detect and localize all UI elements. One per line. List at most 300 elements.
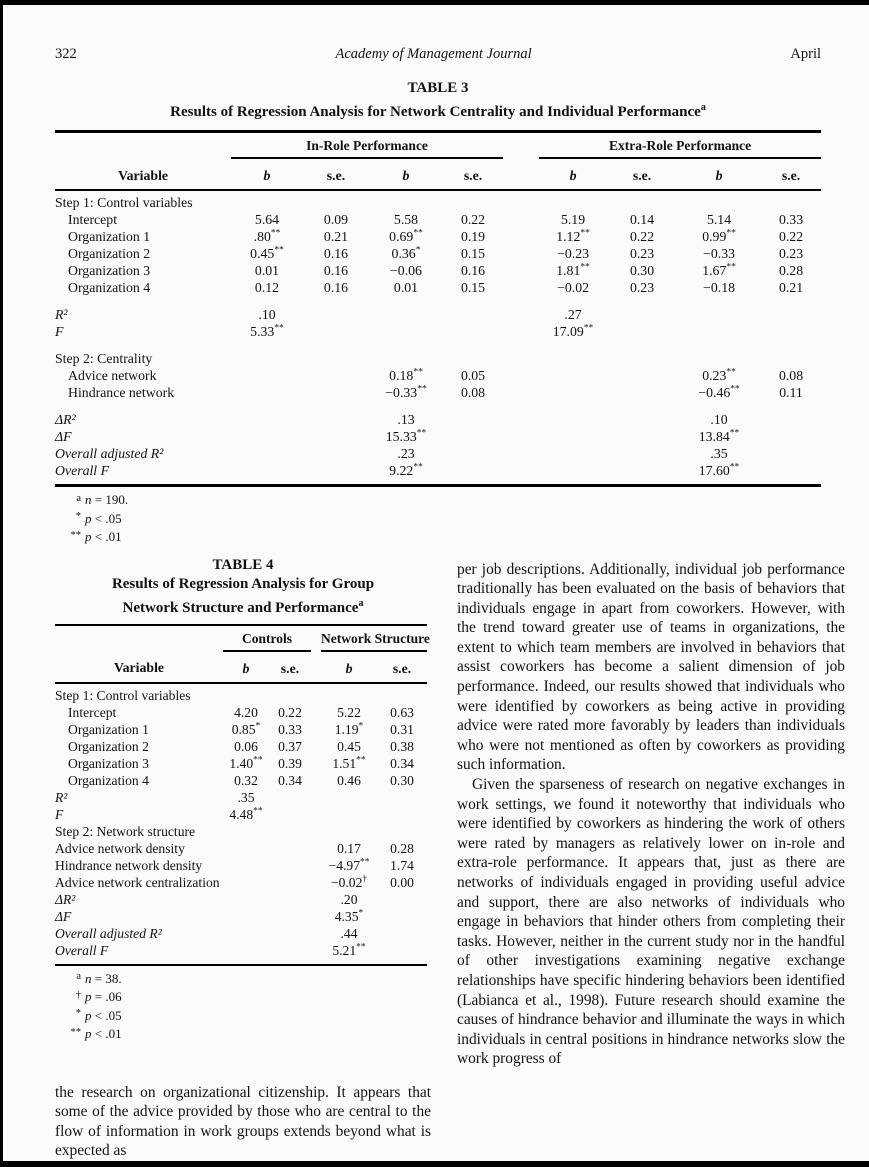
row-label: Hindrance network <box>68 385 175 400</box>
value-cell <box>443 297 503 307</box>
table-data-row <box>55 385 821 402</box>
value-cell <box>443 412 503 429</box>
table-data-row <box>55 738 427 755</box>
left-column-paragraph: the research on organizational citizenship. It appears that some of the advice provided by those who are central to the flow of information in work groups extends beyond what is expected as <box>55 1083 431 1160</box>
value-cell: .44 <box>340 925 358 941</box>
footnote: ** p < .01 <box>55 529 821 548</box>
value-cell <box>231 190 303 212</box>
value-cell <box>269 874 311 891</box>
value-cell: 5.64 <box>254 212 280 227</box>
column-gap <box>311 925 321 942</box>
value-cell: .35 <box>710 446 728 461</box>
value-cell <box>761 463 821 486</box>
value-cell <box>443 429 503 446</box>
right-column-paragraph-1: per job descriptions. Additionally, individual job performance traditionally has been evaluated on the basis of behaviors that individuals engage in apart from coworkers. However, with the trend toward greater use of teams in organizations, the extent to which team members are involved in behaviors that assist coworkers has become a salient dimension of job performance. Indeed, our results showed that individuals who were identified by coworkers as being active in providing advice were rated more favorably by leaders than individuals who were not mentioned as often by coworkers as providing such information. <box>457 560 845 774</box>
value-cell <box>303 341 369 351</box>
value-cell: 0.28 <box>778 263 804 278</box>
scan-edge-left <box>0 0 3 1167</box>
value-cell <box>539 297 607 307</box>
value-cell: 1.40** <box>229 754 263 771</box>
table4-group-header-row <box>55 625 427 651</box>
table-data-row <box>55 446 821 463</box>
value-cell <box>443 324 503 341</box>
right-column <box>457 556 845 1161</box>
two-column-area <box>55 556 845 1161</box>
value-cell <box>443 341 503 351</box>
value-cell <box>269 942 311 965</box>
value-cell <box>607 429 677 446</box>
value-cell: 0.06 <box>234 738 258 754</box>
value-cell <box>539 351 607 368</box>
value-cell <box>303 385 369 402</box>
value-cell: 0.34 <box>278 772 302 788</box>
table-section-row <box>55 351 821 368</box>
value-cell: 0.39 <box>278 755 302 771</box>
row-label: Overall adjusted R² <box>55 925 162 941</box>
table-data-row <box>55 857 427 874</box>
column-gap <box>503 190 539 212</box>
value-cell <box>269 683 311 705</box>
value-cell: 0.45 <box>337 738 361 754</box>
value-cell <box>231 412 303 429</box>
value-cell <box>369 190 443 212</box>
column-header-se: s.e. <box>443 158 503 190</box>
row-label: Overall F <box>55 463 110 478</box>
row-label: F <box>55 324 64 339</box>
value-cell: 17.60** <box>698 462 740 478</box>
value-cell: 0.63 <box>390 704 414 720</box>
value-cell: 0.30 <box>390 772 414 788</box>
column-gap <box>503 229 539 246</box>
value-cell: 4.35* <box>334 907 364 924</box>
issue-month: April <box>790 46 821 62</box>
value-cell: 4.20 <box>234 704 258 720</box>
table3 <box>55 130 821 487</box>
value-cell <box>607 368 677 385</box>
column-gap <box>311 823 321 840</box>
value-cell: 17.09** <box>552 323 594 339</box>
value-cell: 0.18** <box>389 367 423 383</box>
value-cell: 0.23 <box>629 246 655 261</box>
footnote: a n = 38. <box>55 971 431 990</box>
column-header-variable: Variable <box>55 158 231 190</box>
column-gap <box>311 755 321 772</box>
value-cell <box>303 446 369 463</box>
table-data-row <box>55 429 821 446</box>
value-cell: 0.16 <box>323 246 349 261</box>
value-cell: 0.16 <box>460 263 486 278</box>
column-gap <box>503 307 539 324</box>
column-header-b: b <box>321 651 377 683</box>
table-data-row <box>55 721 427 738</box>
value-cell: 4.48** <box>229 805 263 822</box>
value-cell <box>377 942 427 965</box>
column-gap <box>503 463 539 486</box>
value-cell <box>761 412 821 429</box>
value-cell <box>607 297 677 307</box>
row-label: ΔF <box>55 908 72 924</box>
table-data-row <box>55 412 821 429</box>
table4-title-note: a <box>358 597 364 609</box>
value-cell <box>377 925 427 942</box>
column-gap <box>311 704 321 721</box>
value-cell <box>269 806 311 823</box>
value-cell <box>231 297 303 307</box>
value-cell: 5.58 <box>393 212 419 227</box>
value-cell <box>607 190 677 212</box>
group-header-extra-role: Extra-Role Performance <box>539 132 821 159</box>
value-cell <box>761 351 821 368</box>
column-gap <box>503 158 539 190</box>
value-cell <box>377 789 427 806</box>
table4-heading <box>55 556 431 618</box>
column-gap <box>503 429 539 446</box>
table3-title <box>55 98 821 122</box>
value-cell: 0.19 <box>460 229 486 244</box>
value-cell <box>269 908 311 925</box>
value-cell <box>303 463 369 486</box>
value-cell: 9.22** <box>389 462 423 478</box>
value-cell: 5.22 <box>337 704 361 720</box>
table4-title-line2: Network Structure and Performance <box>122 599 359 616</box>
table-spacer-row <box>55 297 821 307</box>
table-data-row <box>55 891 427 908</box>
column-header-b: b <box>231 158 303 190</box>
footnote-marker: a <box>76 492 81 504</box>
column-header-b: b <box>539 158 607 190</box>
table-data-row <box>55 246 821 263</box>
value-cell: 0.00 <box>390 874 414 890</box>
table3-heading <box>55 79 821 122</box>
value-cell <box>269 789 311 806</box>
value-cell <box>321 823 377 840</box>
value-cell: 0.01 <box>254 263 280 278</box>
value-cell <box>607 351 677 368</box>
table-data-row <box>55 840 427 857</box>
table-section-row <box>55 823 427 840</box>
column-gap <box>503 368 539 385</box>
row-label: Advice network <box>68 368 157 383</box>
column-gap <box>311 772 321 789</box>
column-gap <box>311 942 321 965</box>
value-cell <box>607 341 677 351</box>
value-cell <box>761 297 821 307</box>
value-cell <box>223 840 269 857</box>
value-cell <box>539 402 607 412</box>
table-data-row <box>55 704 427 721</box>
table3-title-note: a <box>700 102 706 113</box>
value-cell <box>223 683 269 705</box>
value-cell: 5.14 <box>706 212 732 227</box>
value-cell: 0.85* <box>231 720 261 737</box>
table-data-row <box>55 874 427 891</box>
row-label: Intercept <box>68 704 117 720</box>
table-data-row <box>55 463 821 486</box>
value-cell <box>443 351 503 368</box>
row-label: Overall adjusted R² <box>55 446 164 461</box>
value-cell: 0.99** <box>702 228 736 244</box>
column-gap <box>503 263 539 280</box>
row-label: Step 2: Network structure <box>55 823 196 839</box>
value-cell: 0.16 <box>323 263 349 278</box>
column-header-variable: Variable <box>55 651 223 683</box>
value-cell <box>761 324 821 341</box>
column-gap <box>503 446 539 463</box>
value-cell: 0.46 <box>337 772 361 788</box>
group-header-network-structure: Network Structure <box>321 625 427 651</box>
row-label <box>55 402 231 412</box>
value-cell <box>303 307 369 324</box>
value-cell <box>231 429 303 446</box>
value-cell: 0.05 <box>460 368 486 383</box>
value-cell: 0.33 <box>778 212 804 227</box>
value-cell: 0.22 <box>629 229 655 244</box>
column-gap <box>311 683 321 705</box>
footnote-marker: ** <box>70 1026 81 1038</box>
value-cell: 0.22 <box>778 229 804 244</box>
column-gap <box>311 857 321 874</box>
scan-edge-top <box>0 0 869 5</box>
row-label: F <box>55 806 64 822</box>
row-label: Organization 4 <box>68 772 149 788</box>
value-cell <box>539 368 607 385</box>
value-cell <box>607 385 677 402</box>
value-cell: .10 <box>258 307 276 322</box>
group-header-in-role: In-Role Performance <box>231 132 503 159</box>
value-cell <box>369 351 443 368</box>
table3-footnotes <box>55 492 821 548</box>
value-cell <box>231 341 303 351</box>
value-cell <box>377 806 427 823</box>
value-cell <box>223 942 269 965</box>
row-label <box>55 341 231 351</box>
value-cell <box>539 385 607 402</box>
value-cell <box>303 351 369 368</box>
value-cell <box>303 429 369 446</box>
value-cell <box>539 341 607 351</box>
value-cell <box>269 891 311 908</box>
table3-title-text: Results of Regression Analysis for Network Centrality and Individual Performance <box>170 104 701 120</box>
value-cell <box>607 307 677 324</box>
page-number: 322 <box>55 46 77 62</box>
column-gap <box>503 132 539 159</box>
value-cell: 0.14 <box>629 212 655 227</box>
table-spacer-row <box>55 402 821 412</box>
value-cell: 0.22 <box>278 704 302 720</box>
value-cell: 0.22 <box>460 212 486 227</box>
value-cell: 1.67** <box>702 262 736 278</box>
table-data-row <box>55 307 821 324</box>
value-cell <box>607 402 677 412</box>
right-column-paragraph-2: Given the sparseness of research on negative exchanges in work settings, we found it noteworthy that individuals who were identified by coworkers as hindering the work of others were rated by managers as relatively lower on in-role and extra-role performance. It appears that, just as there are networks of individuals engaged in providing useful advice and support, there are also networks of individuals who engage in behaviors that hinder others from completing their tasks. However, neither in the current study nor in the handful of other investigations examining negative exchange relationships have specific hindering behaviors been identified (Labianca et al., 1998). Future research should examine the causes of hindrance behavior and illuminate the ways in which individuals in central positions in hindrance networks slow the work progress of <box>457 776 845 1068</box>
value-cell: 0.28 <box>390 840 414 856</box>
value-cell <box>607 446 677 463</box>
value-cell <box>303 368 369 385</box>
value-cell <box>677 324 761 341</box>
column-header-se: s.e. <box>607 158 677 190</box>
value-cell <box>677 190 761 212</box>
table3-column-header-row <box>55 158 821 190</box>
value-cell <box>443 446 503 463</box>
value-cell: 0.34 <box>390 755 414 771</box>
table-data-row <box>55 229 821 246</box>
column-gap <box>311 891 321 908</box>
table4-title-line1: Results of Regression Analysis for Group <box>111 575 375 592</box>
footnote: * p < .05 <box>55 511 821 530</box>
column-gap <box>503 412 539 429</box>
value-cell <box>231 368 303 385</box>
column-gap <box>311 625 321 651</box>
table-data-row <box>55 212 821 229</box>
row-label: Organization 2 <box>68 738 149 754</box>
value-cell <box>321 683 377 705</box>
row-label: ΔR² <box>55 412 76 427</box>
value-cell: 0.69** <box>389 228 423 244</box>
row-label: Step 2: Centrality <box>55 351 153 366</box>
value-cell: 1.74 <box>390 857 414 873</box>
empty-cell <box>55 625 223 651</box>
value-cell: 0.11 <box>779 385 803 400</box>
value-cell: .13 <box>397 412 415 427</box>
table3-label: TABLE 3 <box>407 80 469 96</box>
column-gap <box>311 908 321 925</box>
value-cell: −0.18 <box>703 280 735 295</box>
value-cell <box>443 463 503 486</box>
footnote-marker: ** <box>70 529 81 541</box>
value-cell <box>369 297 443 307</box>
value-cell <box>231 463 303 486</box>
value-cell <box>443 190 503 212</box>
value-cell <box>223 891 269 908</box>
table-data-row <box>55 280 821 297</box>
value-cell: 0.33 <box>278 721 302 737</box>
row-label: Organization 1 <box>68 229 151 244</box>
column-header-b: b <box>677 158 761 190</box>
value-cell: 0.23 <box>629 280 655 295</box>
value-cell: −0.33** <box>385 384 427 400</box>
value-cell <box>377 683 427 705</box>
column-gap <box>503 402 539 412</box>
value-cell <box>303 324 369 341</box>
value-cell: 0.21 <box>323 229 349 244</box>
value-cell <box>231 446 303 463</box>
row-label: Organization 4 <box>68 280 151 295</box>
table-data-row <box>55 925 427 942</box>
footnote-marker: a <box>76 971 81 982</box>
value-cell <box>223 823 269 840</box>
table-data-row <box>55 368 821 385</box>
column-header-se: s.e. <box>269 651 311 683</box>
value-cell <box>377 891 427 908</box>
value-cell: 5.21** <box>332 941 366 958</box>
value-cell: .10 <box>710 412 728 427</box>
row-label: R² <box>55 307 68 322</box>
value-cell <box>303 297 369 307</box>
row-label: Step 1: Control variables <box>55 195 193 210</box>
value-cell: −0.02† <box>330 873 368 890</box>
value-cell: 0.15 <box>460 280 486 295</box>
footnote-marker: † <box>75 989 81 1001</box>
row-label: Organization 3 <box>68 263 151 278</box>
column-gap <box>503 324 539 341</box>
value-cell: .23 <box>397 446 415 461</box>
left-column <box>55 556 431 1161</box>
value-cell <box>231 385 303 402</box>
value-cell <box>539 412 607 429</box>
footnote-marker: * <box>75 511 81 522</box>
table3-section <box>55 79 821 548</box>
footnote: † p = .06 <box>55 989 431 1008</box>
value-cell <box>761 429 821 446</box>
value-cell: .80** <box>253 228 281 244</box>
value-cell: 0.45** <box>250 245 284 261</box>
row-label: Organization 3 <box>68 755 149 771</box>
value-cell <box>539 429 607 446</box>
value-cell: 0.17 <box>337 840 361 856</box>
value-cell: 0.16 <box>323 280 349 295</box>
value-cell <box>269 857 311 874</box>
value-cell <box>269 840 311 857</box>
value-cell <box>677 297 761 307</box>
value-cell <box>321 789 377 806</box>
table-data-row <box>55 908 427 925</box>
value-cell <box>761 446 821 463</box>
value-cell: .27 <box>564 307 582 322</box>
value-cell <box>369 324 443 341</box>
row-label: Advice network density <box>55 840 185 856</box>
value-cell: 0.12 <box>254 280 280 295</box>
value-cell <box>677 351 761 368</box>
row-label: Step 1: Control variables <box>55 687 191 703</box>
footnote: ** p < .01 <box>55 1026 431 1045</box>
value-cell <box>223 925 269 942</box>
value-cell: 0.30 <box>629 263 655 278</box>
value-cell <box>223 908 269 925</box>
table4 <box>55 624 430 966</box>
table4-footnotes <box>55 971 431 1045</box>
value-cell: 1.81** <box>556 262 590 278</box>
value-cell <box>369 402 443 412</box>
value-cell: −0.02 <box>557 280 589 295</box>
value-cell: −0.46** <box>698 384 740 400</box>
value-cell: 0.23** <box>702 367 736 383</box>
empty-cell <box>55 132 231 159</box>
table-data-row <box>55 806 427 823</box>
row-label <box>55 297 231 307</box>
column-header-se: s.e. <box>303 158 369 190</box>
table-data-row <box>55 263 821 280</box>
footnote: * p < .05 <box>55 1008 431 1027</box>
table-data-row <box>55 324 821 341</box>
value-cell <box>369 307 443 324</box>
value-cell: 5.19 <box>560 212 586 227</box>
column-header-b: b <box>369 158 443 190</box>
value-cell <box>677 307 761 324</box>
value-cell <box>269 925 311 942</box>
footnote-marker: * <box>75 1008 81 1019</box>
value-cell <box>231 351 303 368</box>
column-gap <box>311 874 321 891</box>
column-gap <box>503 385 539 402</box>
column-header-se: s.e. <box>377 651 427 683</box>
table-section-row <box>55 190 821 212</box>
value-cell <box>539 446 607 463</box>
page-content <box>55 46 845 1161</box>
value-cell <box>377 823 427 840</box>
table4-label: TABLE 4 <box>212 556 274 573</box>
value-cell <box>223 857 269 874</box>
value-cell <box>303 402 369 412</box>
